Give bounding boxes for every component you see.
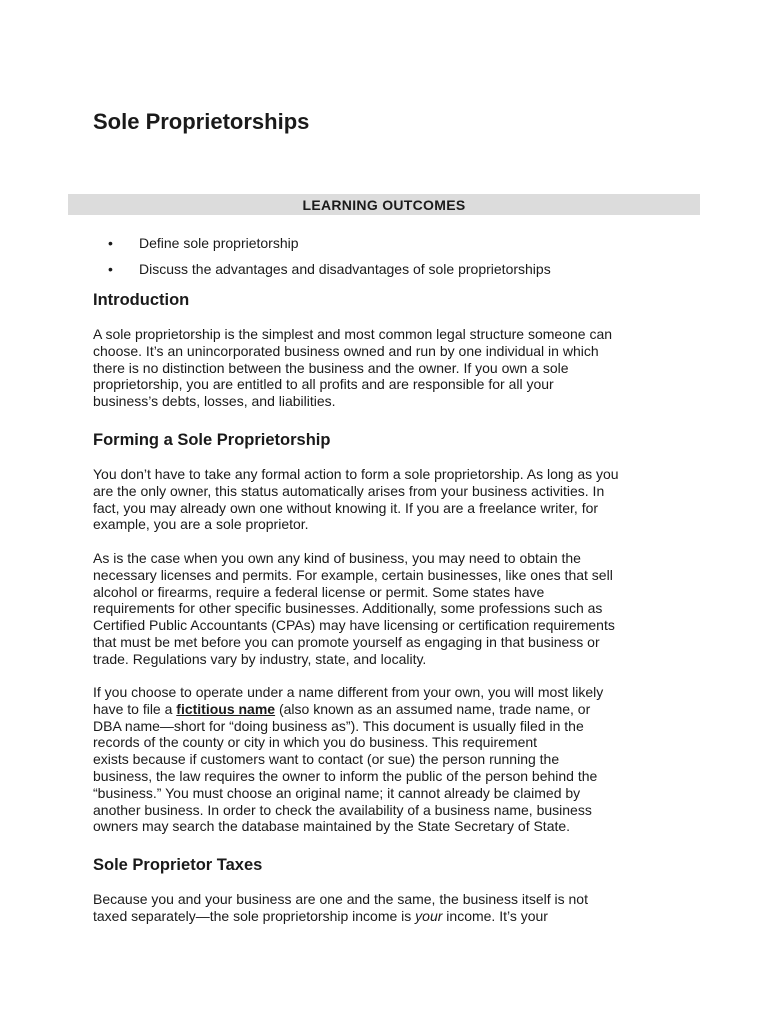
list-item [0,259,551,285]
paragraph-line: proprietorship, you are entitled to all profits and are responsible for all your [93,376,554,393]
introduction-paragraph [93,326,693,410]
list-item [0,233,551,259]
paragraph-line: trade. Regulations vary by industry, state, and locality. [93,650,427,667]
paragraph-text: (also known as an assumed name, trade name, or [275,700,591,717]
paragraph-text: taxed separately—the sole proprietorship income is [93,907,416,924]
paragraph-line: requirements for other specific businesses. Additionally, some professions such as [93,600,603,617]
forming-paragraph-3 [93,684,693,835]
paragraph-line: Because you and your business are one and the same, the business itself is not [93,891,588,907]
list-item-text: Discuss the advantages and disadvantages of sole proprietorships [139,261,551,277]
paragraph-line: fact, you may already own one without knowing it. If you are a freelance writer, for [93,499,599,516]
bullet-icon: • [108,235,113,251]
paragraph-line: business, the law requires the owner to inform the public of the person behind the [93,767,598,784]
paragraph-line: exists because if customers want to contact (or sue) the person running the [93,751,560,768]
learning-outcomes-list [0,233,551,285]
paragraph-line: You don’t have to take any formal action to form a sole proprietorship. As long as you [93,466,619,482]
paragraph-line: If you choose to operate under a name different from your own, you will most likely [93,684,604,700]
paragraph-line: are the only owner, this status automatically arises from your business activities. In [93,482,605,499]
forming-heading: Forming a Sole Proprietorship [93,431,331,449]
paragraph-line: business’s debts, losses, and liabilities. [93,393,336,410]
paragraph-line: example, you are a sole proprietor. [93,516,309,533]
bullet-icon: • [108,261,113,277]
fictitious-name-term: fictitious name [176,700,276,717]
paragraph-line: “business.” You must choose an original name; it cannot already be claimed by [93,784,581,801]
paragraph-line: another business. In order to check the availability of a business name, business [93,801,592,818]
forming-paragraph-2 [93,550,693,668]
paragraph-text: have to file a [93,700,177,717]
paragraph-line: A sole proprietorship is the simplest and most common legal structure someone can [93,326,613,342]
taxes-paragraph [93,891,693,925]
paragraph-line: As is the case when you own any kind of business, you may need to obtain the [93,550,581,566]
paragraph-line: that must be met before you can promote yourself as engaging in that business or [93,633,600,650]
paragraph-text: income. It’s your [442,907,548,924]
list-item-text: Define sole proprietorship [139,235,299,251]
taxes-heading: Sole Proprietor Taxes [93,856,263,874]
forming-paragraph-1 [93,466,693,533]
paragraph-line: Certified Public Accountants (CPAs) may have licensing or certification requirements [93,617,615,634]
paragraph-line: there is no distinction between the business and the owner. If you own a sole [93,359,569,376]
paragraph-line: records of the county or city in which you do business. This requirement [93,734,538,751]
introduction-heading: Introduction [93,291,190,309]
paragraph-line [93,701,693,718]
paragraph-line: alcohol or firearms, require a federal license or permit. Some states have [93,583,545,600]
emphasis-text: your [415,907,443,924]
paragraph-line: choose. It’s an unincorporated business owned and run by one individual in which [93,342,599,359]
paragraph-line: DBA name—short for “doing business as”). This document is usually filed in the [93,717,584,734]
paragraph-line: owners may search the database maintained by the State Secretary of State. [93,818,571,835]
learning-outcomes-heading: LEARNING OUTCOMES [68,194,700,215]
page-title: Sole Proprietorships [93,109,310,134]
paragraph-line [93,908,693,925]
paragraph-line: necessary licenses and permits. For example, certain businesses, like ones that sell [93,566,613,583]
